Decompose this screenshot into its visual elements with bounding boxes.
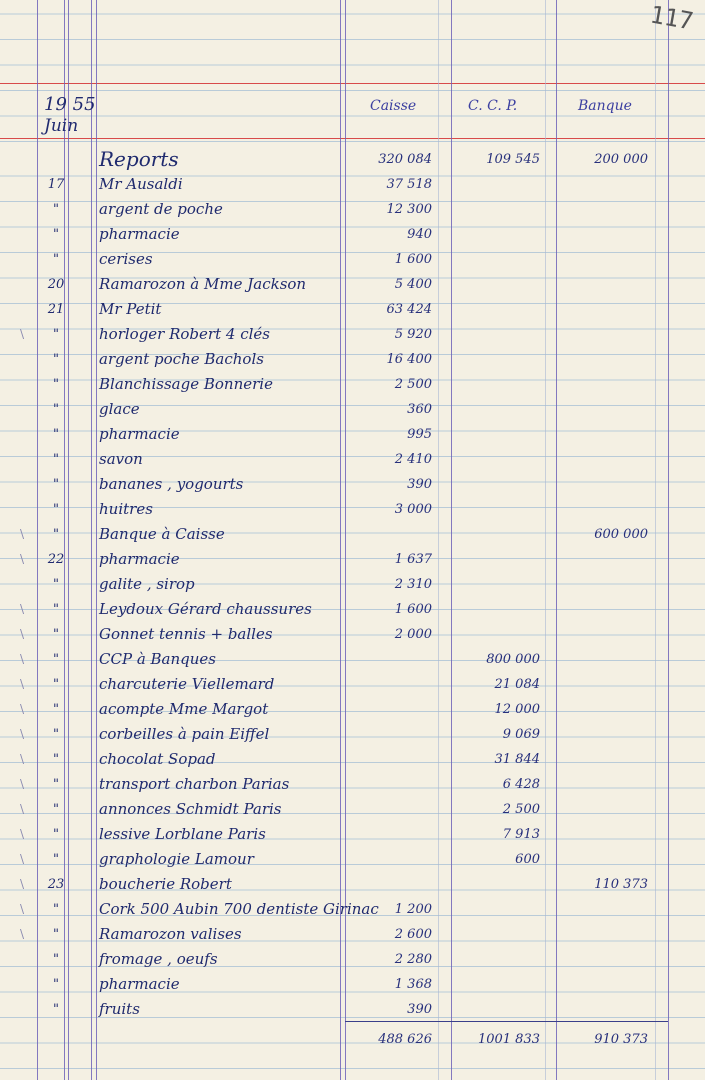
table-row <box>0 547 705 572</box>
row-day: " <box>53 402 59 417</box>
row-description: chocolat Sopad <box>99 750 216 768</box>
row-description: fruits <box>99 1000 140 1018</box>
totals-row <box>0 1027 705 1052</box>
ccp-header: C. C. P. <box>468 98 518 114</box>
row-description: bananes , yogourts <box>99 475 244 493</box>
page-number: 117 <box>647 0 696 36</box>
table-row <box>0 297 705 322</box>
row-banque-amount: 600 000 <box>594 527 648 542</box>
table-row <box>0 797 705 822</box>
row-description: argent de poche <box>99 200 223 218</box>
row-caisse-amount: 2 310 <box>394 577 432 592</box>
table-row <box>0 897 705 922</box>
row-day: 17 <box>47 177 65 192</box>
row-caisse-amount: 1 200 <box>394 902 432 917</box>
row-day: " <box>53 827 59 842</box>
table-row <box>0 922 705 947</box>
row-day: " <box>53 502 59 517</box>
table-row <box>0 322 705 347</box>
row-caisse-amount: 16 400 <box>386 352 432 367</box>
table-row <box>0 597 705 622</box>
row-day: " <box>53 602 59 617</box>
table-row <box>0 347 705 372</box>
row-day: " <box>53 327 59 342</box>
table-row <box>0 997 705 1022</box>
check-mark: \ <box>20 552 25 566</box>
check-mark: \ <box>20 627 25 641</box>
check-mark: \ <box>20 702 25 716</box>
row-description: fromage , oeufs <box>99 950 218 968</box>
check-mark: \ <box>20 927 25 941</box>
check-mark: \ <box>20 802 25 816</box>
table-row <box>0 772 705 797</box>
check-mark: \ <box>20 652 25 666</box>
row-description: Mr Ausaldi <box>99 175 183 193</box>
check-mark: \ <box>20 902 25 916</box>
table-row <box>0 447 705 472</box>
row-day: " <box>53 652 59 667</box>
table-row <box>0 572 705 597</box>
row-description: charcuterie Viellemard <box>99 675 275 693</box>
row-ccp-amount: 800 000 <box>486 652 540 667</box>
table-row <box>0 172 705 197</box>
table-row <box>0 847 705 872</box>
check-mark: \ <box>20 877 25 891</box>
row-caisse-amount: 390 <box>407 477 432 492</box>
month-label: Juin <box>44 116 79 136</box>
row-day: 20 <box>47 277 65 292</box>
row-description: Blanchissage Bonnerie <box>99 375 273 393</box>
row-day: " <box>53 677 59 692</box>
row-caisse-amount: 360 <box>407 402 432 417</box>
row-caisse-amount: 2 500 <box>394 377 432 392</box>
row-caisse-amount: 1 600 <box>394 602 432 617</box>
table-row <box>0 872 705 897</box>
row-day: " <box>53 627 59 642</box>
row-ccp-amount: 21 084 <box>494 677 540 692</box>
row-description: huitres <box>99 500 153 518</box>
row-description: Ramarozon à Mme Jackson <box>99 275 307 293</box>
table-row <box>0 397 705 422</box>
row-description: lessive Lorblane Paris <box>99 825 266 843</box>
row-description: CCP à Banques <box>99 650 216 668</box>
row-caisse-amount: 2 000 <box>394 627 432 642</box>
row-description: pharmacie <box>99 975 180 993</box>
row-caisse-amount: 12 300 <box>386 202 432 217</box>
row-day: " <box>53 1002 59 1017</box>
row-description: Reports <box>99 147 179 171</box>
table-row <box>0 522 705 547</box>
table-row <box>0 972 705 997</box>
row-description: corbeilles à pain Eiffel <box>99 725 270 743</box>
check-mark: \ <box>20 527 25 541</box>
row-day: " <box>53 752 59 767</box>
row-day: " <box>53 852 59 867</box>
row-caisse-amount: 995 <box>407 427 432 442</box>
row-day: " <box>53 727 59 742</box>
row-description: Mr Petit <box>99 300 162 318</box>
row-description: pharmacie <box>99 425 180 443</box>
row-day: " <box>53 927 59 942</box>
table-row <box>0 822 705 847</box>
row-day: " <box>53 452 59 467</box>
table-row <box>0 247 705 272</box>
table-row <box>0 947 705 972</box>
total-banque: 910 373 <box>594 1032 648 1047</box>
row-caisse-amount: 390 <box>407 1002 432 1017</box>
row-day: " <box>53 702 59 717</box>
row-day: 21 <box>47 302 65 317</box>
row-day: " <box>53 477 59 492</box>
row-banque-amount: 200 000 <box>594 152 648 167</box>
table-row <box>0 272 705 297</box>
check-mark: \ <box>20 602 25 616</box>
row-description: Ramarozon valises <box>99 925 242 943</box>
row-description: graphologie Lamour <box>99 850 254 868</box>
row-day: " <box>53 977 59 992</box>
check-mark: \ <box>20 852 25 866</box>
row-day: " <box>53 227 59 242</box>
check-mark: \ <box>20 727 25 741</box>
row-ccp-amount: 12 000 <box>494 702 540 717</box>
row-caisse-amount: 1 368 <box>394 977 432 992</box>
table-row <box>0 372 705 397</box>
check-mark: \ <box>20 327 25 341</box>
check-mark: \ <box>20 752 25 766</box>
row-ccp-amount: 600 <box>515 852 540 867</box>
row-ccp-amount: 2 500 <box>502 802 540 817</box>
row-description: savon <box>99 450 143 468</box>
row-day: " <box>53 902 59 917</box>
table-row <box>0 222 705 247</box>
row-caisse-amount: 320 084 <box>378 152 432 167</box>
row-day: " <box>53 777 59 792</box>
row-description: pharmacie <box>99 225 180 243</box>
row-day: " <box>53 577 59 592</box>
row-day: " <box>53 377 59 392</box>
row-description: transport charbon Parias <box>99 775 290 793</box>
row-ccp-amount: 6 428 <box>502 777 540 792</box>
total-caisse: 488 626 <box>378 1032 432 1047</box>
header-top-rule <box>0 83 705 84</box>
table-row <box>0 722 705 747</box>
row-description: Cork 500 Aubin 700 dentiste Girinac <box>99 900 379 918</box>
table-row <box>0 197 705 222</box>
check-mark: \ <box>20 827 25 841</box>
row-caisse-amount: 2 410 <box>394 452 432 467</box>
row-caisse-amount: 1 637 <box>394 552 432 567</box>
table-row <box>0 622 705 647</box>
row-description: horloger Robert 4 clés <box>99 325 270 343</box>
row-ccp-amount: 31 844 <box>494 752 540 767</box>
row-description: boucherie Robert <box>99 875 232 893</box>
row-description: Gonnet tennis + balles <box>99 625 273 643</box>
total-ccp: 1001 833 <box>477 1032 540 1047</box>
row-description: argent poche Bachols <box>99 350 264 368</box>
row-day: " <box>53 202 59 217</box>
row-ccp-amount: 9 069 <box>502 727 540 742</box>
row-day: 22 <box>47 552 65 567</box>
row-caisse-amount: 940 <box>407 227 432 242</box>
caisse-header: Caisse <box>370 98 417 114</box>
row-caisse-amount: 1 600 <box>394 252 432 267</box>
row-day: " <box>53 527 59 542</box>
row-day: " <box>53 802 59 817</box>
row-caisse-amount: 3 000 <box>394 502 432 517</box>
row-description: pharmacie <box>99 550 180 568</box>
banque-header: Banque <box>578 98 632 114</box>
table-row <box>0 647 705 672</box>
row-ccp-amount: 7 913 <box>502 827 540 842</box>
row-day: " <box>53 252 59 267</box>
row-description: glace <box>99 400 140 418</box>
table-row <box>0 672 705 697</box>
check-mark: \ <box>20 777 25 791</box>
row-description: acompte Mme Margot <box>99 700 269 718</box>
row-day: " <box>53 352 59 367</box>
table-row <box>0 497 705 522</box>
table-row <box>0 747 705 772</box>
row-description: cerises <box>99 250 153 268</box>
table-row <box>0 697 705 722</box>
header-bottom-rule <box>0 138 705 139</box>
row-caisse-amount: 5 920 <box>394 327 432 342</box>
row-ccp-amount: 109 545 <box>486 152 540 167</box>
row-caisse-amount: 63 424 <box>386 302 432 317</box>
check-mark: \ <box>20 677 25 691</box>
row-banque-amount: 110 373 <box>594 877 648 892</box>
row-day: " <box>53 427 59 442</box>
row-caisse-amount: 5 400 <box>394 277 432 292</box>
row-day: 23 <box>47 877 65 892</box>
row-caisse-amount: 2 600 <box>394 927 432 942</box>
row-description: Leydoux Gérard chaussures <box>99 600 312 618</box>
table-row <box>0 472 705 497</box>
year-label: 19 55 <box>44 94 96 115</box>
row-caisse-amount: 2 280 <box>394 952 432 967</box>
table-row <box>0 422 705 447</box>
row-day: " <box>53 952 59 967</box>
table-row <box>0 147 705 172</box>
row-description: galite , sirop <box>99 575 195 593</box>
row-caisse-amount: 37 518 <box>386 177 432 192</box>
row-description: annonces Schmidt Paris <box>99 800 282 818</box>
row-description: Banque à Caisse <box>99 525 225 543</box>
